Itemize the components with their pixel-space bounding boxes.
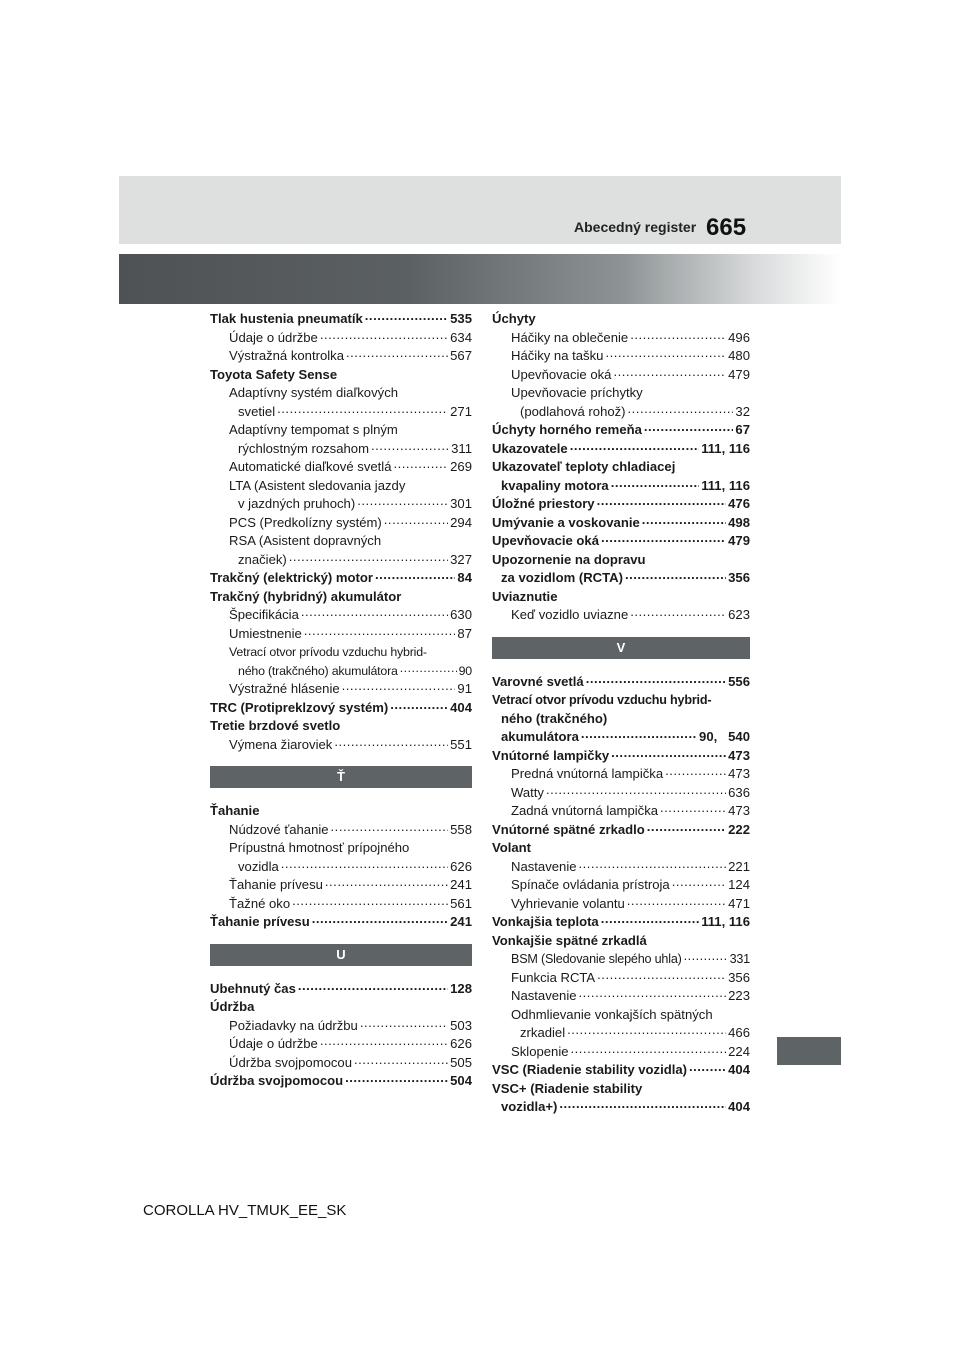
- index-heading: Úchyty: [492, 311, 536, 326]
- index-heading: Údržba: [210, 999, 255, 1014]
- index-entry: Ťahanie prívesu ..... 241: [210, 876, 472, 895]
- index-subheading: Adaptívny systém diaľkových: [229, 385, 399, 400]
- index-entry: ného (trakčného) akumulátora ..... 90: [210, 662, 472, 681]
- index-heading: Uviaznutie: [492, 588, 558, 604]
- index-entry: Ukazovatele ..... 111, 116: [492, 440, 750, 459]
- index-entry: BSM (Sledovanie slepého uhla) ..... 331: [492, 950, 750, 969]
- index-entry: vozidla+) ..... 404: [492, 1098, 750, 1117]
- index-heading: Vonkajšie spätné zrkadlá: [492, 932, 647, 948]
- index-entry: Výstražné hlásenie ..... 91: [210, 680, 472, 699]
- index-entry: Varovné svetlá ..... 556: [492, 673, 750, 692]
- section-letter-bar: V: [492, 637, 750, 659]
- index-entry: Vyhrievanie volantu ..... 471: [492, 895, 750, 914]
- index-entry: Ťahanie prívesu ..... 241: [210, 913, 472, 932]
- index-heading: Vetrací otvor prívodu vzduchu hybrid-: [492, 693, 712, 707]
- index-heading: Ťahanie: [210, 803, 260, 818]
- index-entry: Nastavenie ..... 223: [492, 987, 750, 1006]
- index-entry: Údaje o údržbe ..... 634: [210, 329, 472, 348]
- index-entry: Vnútorné lampičky ..... 473: [492, 747, 750, 766]
- index-column-left: [210, 310, 472, 1091]
- index-heading: Toyota Safety Sense: [210, 366, 338, 382]
- index-entry: Údaje o údržbe ..... 626: [210, 1035, 472, 1054]
- index-entry: Upevňovacie oká ..... 479: [492, 366, 750, 385]
- index-subheading: Odhmlievanie vonkajších spätných: [511, 1006, 713, 1022]
- index-entry: Požiadavky na údržbu ..... 503: [210, 1017, 472, 1036]
- index-heading: ného (trakčného): [501, 710, 608, 726]
- index-entry: VSC (Riadenie stability vozidla) ..... 404: [492, 1061, 750, 1080]
- index-heading: Volant: [492, 840, 532, 855]
- index-entry: Nastavenie ..... 221: [492, 858, 750, 877]
- index-entry: Háčiky na tašku ..... 480: [492, 347, 750, 366]
- index-entry: Vnútorné spätné zrkadlo ..... 222: [492, 821, 750, 840]
- index-entry: svetiel ..... 271: [210, 403, 472, 422]
- index-entry: Vonkajšia teplota ..... 111, 116: [492, 913, 750, 932]
- index-entry: akumulátora ..... 90, 540: [492, 728, 750, 747]
- section-title: Abecedný register: [574, 219, 697, 235]
- index-heading: Upozornenie na dopravu: [492, 551, 646, 567]
- index-heading: Trakčný (hybridný) akumulátor: [210, 588, 402, 604]
- index-entry: Trakčný (elektrický) motor ..... 84: [210, 569, 472, 588]
- index-entry: Háčiky na oblečenie ..... 496: [492, 329, 750, 348]
- index-entry: Núdzové ťahanie ..... 558: [210, 821, 472, 840]
- index-column-right: [492, 310, 750, 1117]
- section-letter-bar: U: [210, 944, 472, 966]
- index-entry: Upevňovacie oká ..... 479: [492, 532, 750, 551]
- index-entry: Predná vnútorná lampička ..... 473: [492, 765, 750, 784]
- index-entry: Úchyty horného remeňa ..... 67: [492, 421, 750, 440]
- index-entry: Watty ..... 636: [492, 784, 750, 803]
- index-entry: Špecifikácia ..... 630: [210, 606, 472, 625]
- index-entry: kvapaliny motora ..... 111, 116: [492, 477, 750, 496]
- index-entry: Údržba svojpomocou ..... 505: [210, 1054, 472, 1073]
- index-entry: za vozidlom (RCTA) ..... 356: [492, 569, 750, 588]
- index-entry: Úložné priestory ..... 476: [492, 495, 750, 514]
- index-entry: Tlak hustenia pneumatík ..... 535: [210, 310, 472, 329]
- index-entry: rýchlostným rozsahom ..... 311: [210, 440, 472, 459]
- index-subheading: Adaptívny tempomat s plným: [229, 422, 398, 437]
- index-entry: Funkcia RCTA ..... 356: [492, 969, 750, 988]
- index-entry: Výstražná kontrolka ..... 567: [210, 347, 472, 366]
- index-entry: vozidla ..... 626: [210, 858, 472, 877]
- index-entry: Spínače ovládania prístroja ..... 124: [492, 876, 750, 895]
- index-entry: značiek) ..... 327: [210, 551, 472, 570]
- index-entry: Umiestnenie ..... 87: [210, 625, 472, 644]
- footer-model-code: COROLLA HV_TMUK_EE_SK: [143, 1202, 347, 1219]
- index-entry: Údržba svojpomocou ..... 504: [210, 1072, 472, 1091]
- page-number: 665: [706, 214, 747, 241]
- index-subheading: LTA (Asistent sledovania jazdy: [229, 477, 406, 493]
- index-subheading: Vetrací otvor prívodu vzduchu hybrid-: [229, 645, 427, 659]
- index-entry: Automatické diaľkové svetlá ..... 269: [210, 458, 472, 477]
- index-subheading: RSA (Asistent dopravných: [229, 533, 382, 548]
- section-letter-bar: Ť: [210, 766, 472, 788]
- index-entry: Keď vozidlo uviazne ..... 623: [492, 606, 750, 625]
- index-entry: Zadná vnútorná lampička ..... 473: [492, 802, 750, 821]
- header-banner: [119, 254, 841, 304]
- index-heading: VSC+ (Riadenie stability: [492, 1080, 643, 1096]
- index-entry: Ubehnutý čas ..... 128: [210, 980, 472, 999]
- index-entry: PCS (Predkolízny systém) ..... 294: [210, 514, 472, 533]
- index-subheading: Prípustná hmotnosť prípojného: [229, 840, 410, 855]
- chapter-tab: [777, 1037, 841, 1065]
- index-heading: Ukazovateľ teploty chladiacej: [492, 459, 676, 474]
- index-entry: Výmena žiaroviek ..... 551: [210, 736, 472, 755]
- index-entry: TRC (Protipreklzový systém) ..... 404: [210, 699, 472, 718]
- index-entry: v jazdných pruhoch) ..... 301: [210, 495, 472, 514]
- index-subheading: Upevňovacie príchytky: [511, 385, 643, 400]
- index-heading: Tretie brzdové svetlo: [210, 718, 341, 733]
- index-entry: Umývanie a voskovanie ..... 498: [492, 514, 750, 533]
- index-entry: (podlahová rohož) ..... 32: [492, 403, 750, 422]
- index-entry: Sklopenie ..... 224: [492, 1043, 750, 1062]
- index-entry: zrkadiel ..... 466: [492, 1024, 750, 1043]
- index-entry: Ťažné oko ..... 561: [210, 895, 472, 914]
